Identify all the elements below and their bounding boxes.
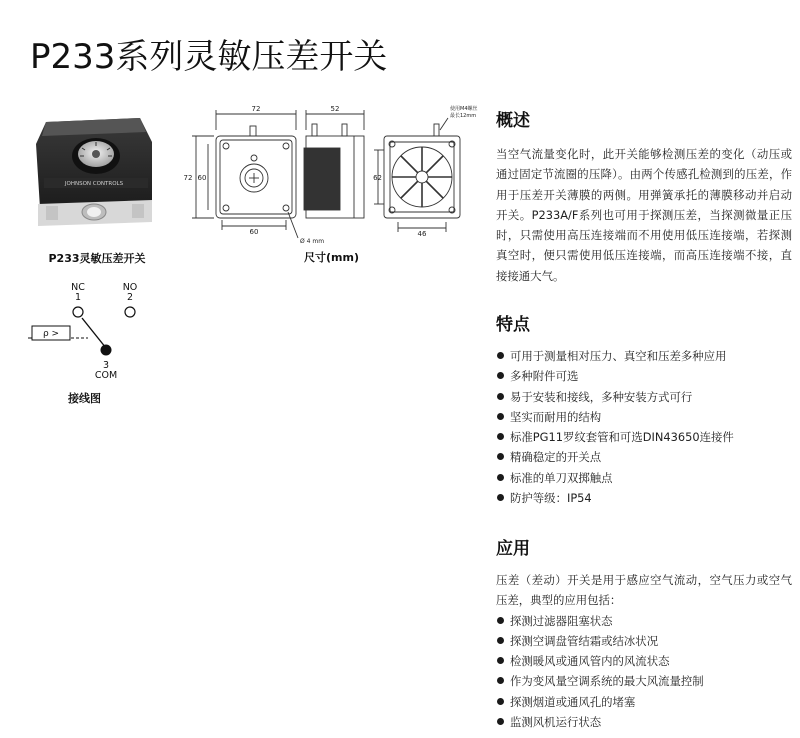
bullet-icon xyxy=(497,352,504,359)
dim-height-outer: 72 xyxy=(183,174,193,182)
applications-list xyxy=(496,611,792,733)
list-item: 探测烟道或通风孔的堵塞 xyxy=(496,692,792,712)
wiring-caption: 接线图 xyxy=(68,392,101,405)
wiring-no-label: NO xyxy=(122,282,138,293)
dim-back-height: 62 xyxy=(373,174,382,182)
list-item: 易于安装和接线，多种安装方式可行 xyxy=(496,387,792,407)
overview-text: 当空气流量变化时，此开关能够检测压差的变化（动压或通过固定节流圈的压降）。由两个传感孔检测到的压差，作用于压差开关薄膜的两侧。用弹簧承托的薄膜移动并启动开关。P233A/F系列也可用于探测压差，当探测微量正压时，只需使用高压连接端而不用使用低压连接端，若探测真空时，便只需使用低压连接端，而高压连接端不接，直接接通大气。 xyxy=(496,147,792,283)
applications-heading: 应用 xyxy=(496,539,530,559)
bullet-icon xyxy=(497,372,504,379)
wiring-nc-num: 1 xyxy=(74,292,82,303)
bullet-icon xyxy=(497,413,504,420)
list-item: 标准PG11罗纹套管和可选DIN43650连接件 xyxy=(496,427,792,447)
bullet-icon xyxy=(497,474,504,481)
switch-blade xyxy=(82,318,106,348)
photo-caption: P233灵敏压差开关 xyxy=(48,252,146,265)
bullet-icon xyxy=(497,494,504,501)
pressure-label: ρ > xyxy=(42,329,60,339)
list-item: 可用于测量相对压力、真空和压差多种应用 xyxy=(496,346,792,366)
dim-note-line2: 最长12mm xyxy=(450,113,477,119)
dimension-caption: 尺寸(mm) xyxy=(304,251,359,264)
terminal-com xyxy=(101,345,112,356)
wiring-diagram xyxy=(26,282,156,382)
bullet-icon xyxy=(497,657,504,664)
bullet-icon xyxy=(497,453,504,460)
dim-side-width: 52 xyxy=(330,105,340,113)
bullet-icon xyxy=(497,637,504,644)
overview-heading: 概述 xyxy=(496,111,530,131)
features-heading: 特点 xyxy=(496,315,530,335)
dim-height-inner: 60 xyxy=(197,174,207,182)
wiring-nc-label: NC xyxy=(71,282,85,293)
dim-back-width: 46 xyxy=(417,230,427,238)
bullet-icon xyxy=(497,698,504,705)
bullet-icon xyxy=(497,617,504,624)
list-item: 作为变风量空调系统的最大风流量控制 xyxy=(496,671,792,691)
list-item: 探测空调盘管结霜或结冰状况 xyxy=(496,631,792,651)
dimension-drawing xyxy=(178,100,490,260)
wiring-com-num: 3 xyxy=(102,360,110,371)
terminal-no xyxy=(125,307,135,317)
list-item: 坚实而耐用的结构 xyxy=(496,407,792,427)
list-item: 探测过滤器阻塞状态 xyxy=(496,611,792,631)
features-list xyxy=(496,346,792,508)
wiring-no-num: 2 xyxy=(126,292,134,303)
list-item: 多种附件可选 xyxy=(496,366,792,386)
list-item: 标准的单刀双掷触点 xyxy=(496,468,792,488)
list-item: 防护等级：IP54 xyxy=(496,488,792,508)
bullet-icon xyxy=(497,433,504,440)
dim-note-line1: 使用M4螺丝 xyxy=(450,106,478,112)
wiring-com-label: COM xyxy=(94,370,118,381)
dim-top-width: 72 xyxy=(251,105,261,113)
list-item: 精确稳定的开关点 xyxy=(496,447,792,467)
page-title: P233系列灵敏压差开关 xyxy=(30,36,388,77)
dim-hole: Ø 4 mm xyxy=(300,238,325,245)
list-item: 检测暖风或通风管内的风流状态 xyxy=(496,651,792,671)
photo-brand-label: JOHNSON CONTROLS xyxy=(64,181,124,187)
applications-intro: 压差（差动）开关是用于感应空气流动，空气压力或空气压差，典型的应用包括： xyxy=(496,573,792,608)
bullet-icon xyxy=(497,393,504,400)
terminal-nc xyxy=(73,307,83,317)
bullet-icon xyxy=(497,677,504,684)
product-photo xyxy=(34,112,156,230)
list-item: 监测风机运行状态 xyxy=(496,712,792,732)
bullet-icon xyxy=(497,718,504,725)
dim-bottom-width: 60 xyxy=(249,228,259,236)
